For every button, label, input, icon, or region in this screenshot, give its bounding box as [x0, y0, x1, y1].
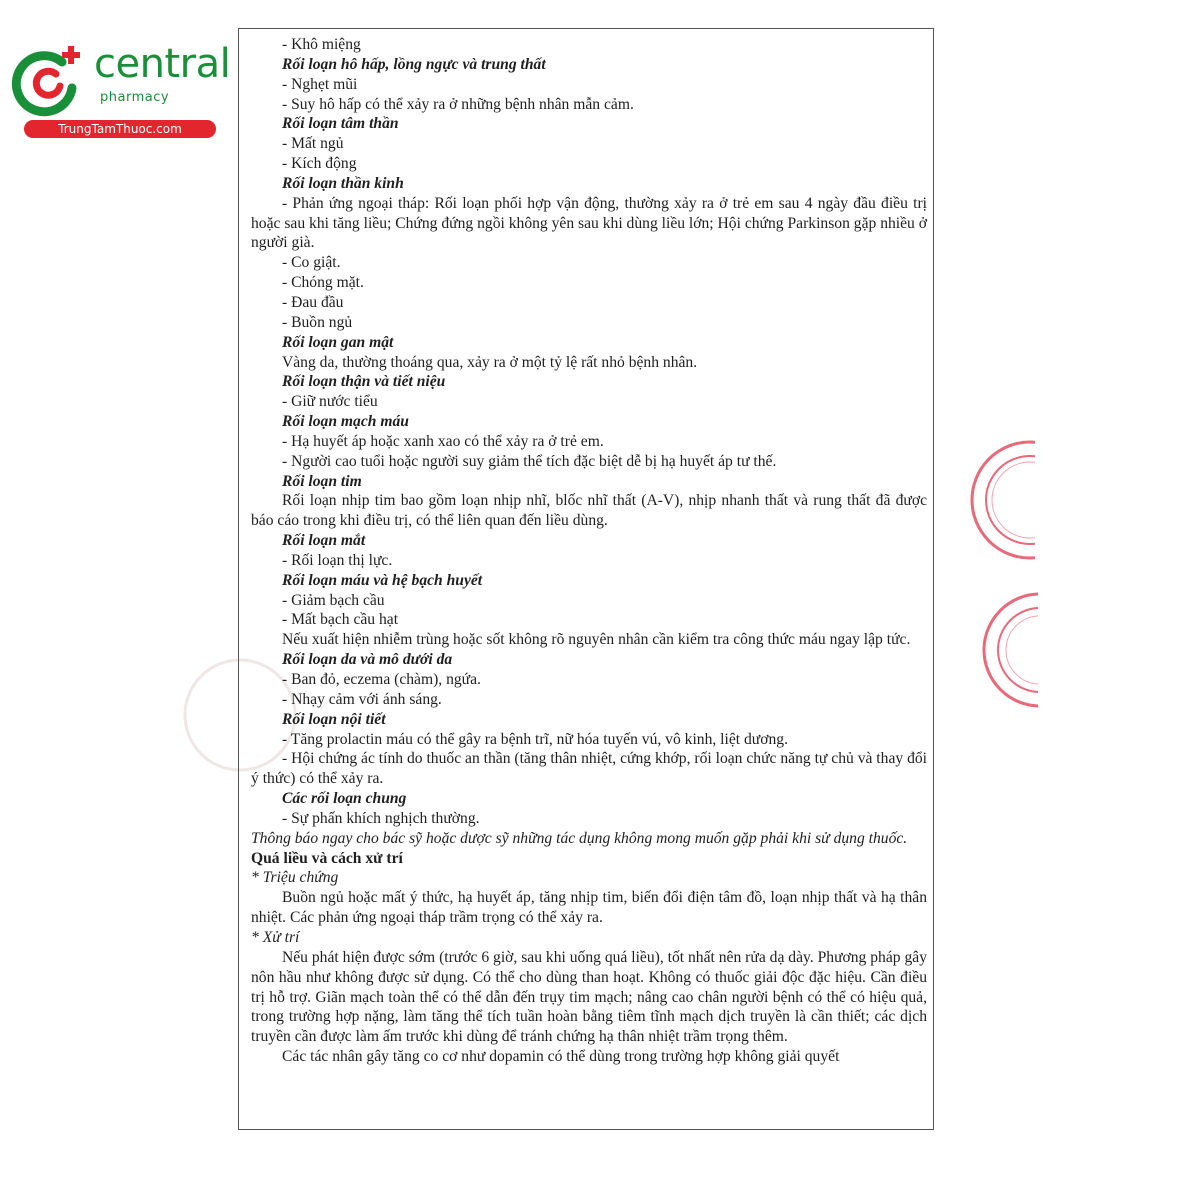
- list-item: - Nghẹt mũi: [282, 75, 358, 93]
- list-item: - Co giật.: [282, 254, 341, 272]
- list-item: - Mất bạch cầu hạt: [282, 611, 399, 629]
- section-heading: Rối loạn da và mô dưới da: [282, 651, 453, 669]
- paragraph: Vàng da, thường thoáng qua, xảy ra ở một tỷ lệ rất nhỏ bệnh nhân.: [282, 353, 698, 371]
- section-heading: Rối loạn thần kinh: [282, 174, 404, 192]
- list-item: - Khô miệng: [282, 36, 361, 53]
- list-item: - Người cao tuổi hoặc người suy giảm thể tích đặc biệt dễ bị hạ huyết áp tư thế.: [282, 452, 777, 470]
- paragraph: Các tác nhân gây tăng co cơ như dopamin có thể dùng trong trường hợp không giải quyết: [282, 1048, 840, 1066]
- section-heading: Rối loạn nội tiết: [282, 710, 386, 728]
- paragraph: - Phản ứng ngoại tháp: Rối loạn phối hợp vận động, thường xảy ra ở trẻ em sau 4 ngày đầu điều trị hoặc sau khi tăng liều; Chứng đứng ngồi không yên sau khi dùng liều lớn; Hội chứng Parkinson gặp nhiều ở người già.: [251, 194, 927, 252]
- paragraph: Buồn ngủ hoặc mất ý thức, hạ huyết áp, tăng nhịp tim, biến đổi điện tâm đồ, loạn nhịp thất và hạ thân nhiệt. Các phản ứng ngoại tháp trầm trọng có thể xảy ra.: [251, 889, 927, 927]
- list-item: - Sự phấn khích nghịch thường.: [282, 809, 480, 827]
- list-item: - Giữ nước tiểu: [282, 393, 378, 411]
- section-heading: Rối loạn thận và tiết niệu: [282, 373, 446, 391]
- list-item: - Buồn ngủ: [282, 313, 353, 331]
- section-heading: Các rối loạn chung: [282, 790, 407, 808]
- list-item: - Nhạy cảm với ánh sáng.: [282, 690, 442, 708]
- brand-sub: pharmacy: [100, 90, 170, 105]
- section-heading: Rối loạn tim: [282, 472, 362, 490]
- section-heading: Rối loạn hô hấp, lồng ngực và trung thất: [282, 55, 546, 73]
- section-heading: Rối loạn mạch máu: [282, 413, 409, 431]
- paragraph: Nếu xuất hiện nhiễm trùng hoặc sốt không rõ nguyên nhân cần kiểm tra công thức máu ngay lập tức.: [282, 631, 911, 649]
- subsection-label: * Xử trí: [251, 928, 300, 946]
- section-title: Quá liều và cách xử trí: [251, 849, 403, 867]
- list-item: - Đau đầu: [282, 293, 344, 311]
- brand-name: central: [94, 41, 231, 87]
- section-heading: Rối loạn tâm thần: [282, 115, 399, 133]
- pharmacy-cross-icon: [10, 40, 90, 120]
- section-heading: Rối loạn máu và hệ bạch huyết: [282, 571, 483, 589]
- section-heading: Rối loạn mắt: [282, 532, 366, 550]
- list-item: - Mất ngủ: [282, 135, 344, 153]
- brand-url: TrungTamThuoc.com: [24, 120, 216, 138]
- list-item: - Chóng mặt.: [282, 274, 364, 292]
- list-item: - Ban đỏ, eczema (chàm), ngứa.: [282, 671, 481, 688]
- red-stamp-icon: [955, 430, 1035, 570]
- paragraph: Rối loạn nhịp tim bao gồm loạn nhịp nhĩ, blốc nhĩ thất (A-V), nhịp nhanh thất và rung thất đã được báo cáo trong khi điều trị, có thể liên quan đến liều dùng.: [251, 492, 927, 530]
- notice-paragraph: Thông báo ngay cho bác sỹ hoặc dược sỹ những tác dụng không mong muốn gặp phải khi sử dụng thuốc.: [251, 829, 908, 847]
- list-item: - Suy hô hấp có thể xảy ra ở những bệnh nhân mẫn cảm.: [282, 95, 634, 113]
- list-item: - Giảm bạch cầu: [282, 591, 385, 609]
- list-item: - Hạ huyết áp hoặc xanh xao có thể xảy ra ở trẻ em.: [282, 432, 604, 450]
- central-pharmacy-logo: [10, 40, 231, 136]
- document-page: [238, 28, 934, 1130]
- list-item: - Kích động: [282, 155, 357, 173]
- red-stamp-icon: [978, 585, 1038, 715]
- section-heading: Rối loạn gan mật: [282, 333, 394, 351]
- paragraph: Nếu phát hiện được sớm (trước 6 giờ, sau khi uống quá liều), tốt nhất nên rửa dạ dày. Phương pháp gây nôn hầu như không được sử dụng. Có thể cho dùng than hoạt. Không có thuốc giải độc đặc hiệu. Cần điều trị hỗ trợ. Giãn mạch toàn thể có thể dẫn đến trụy tim mạch; nâng cao chân người bệnh có thể có hiệu quả, trong trường hợp nặng, làm tăng thể tích tuần hoàn bằng tiêm tĩnh mạch dịch truyền là cần thiết; các dịch truyền cần được làm ấm trước khi dùng để tránh chứng hạ thân nhiệt trầm trọng thêm.: [251, 948, 927, 1046]
- paragraph: - Hội chứng ác tính do thuốc an thần (tăng thân nhiệt, cứng khớp, rối loạn chức năng tự chủ và thay đổi ý thức) có thể xảy ra.: [251, 750, 927, 788]
- list-item: - Rối loạn thị lực.: [282, 551, 393, 569]
- subsection-label: * Triệu chứng: [251, 869, 339, 887]
- list-item: - Tăng prolactin máu có thể gây ra bệnh trĩ, nữ hóa tuyến vú, vô kinh, liệt dương.: [282, 730, 788, 748]
